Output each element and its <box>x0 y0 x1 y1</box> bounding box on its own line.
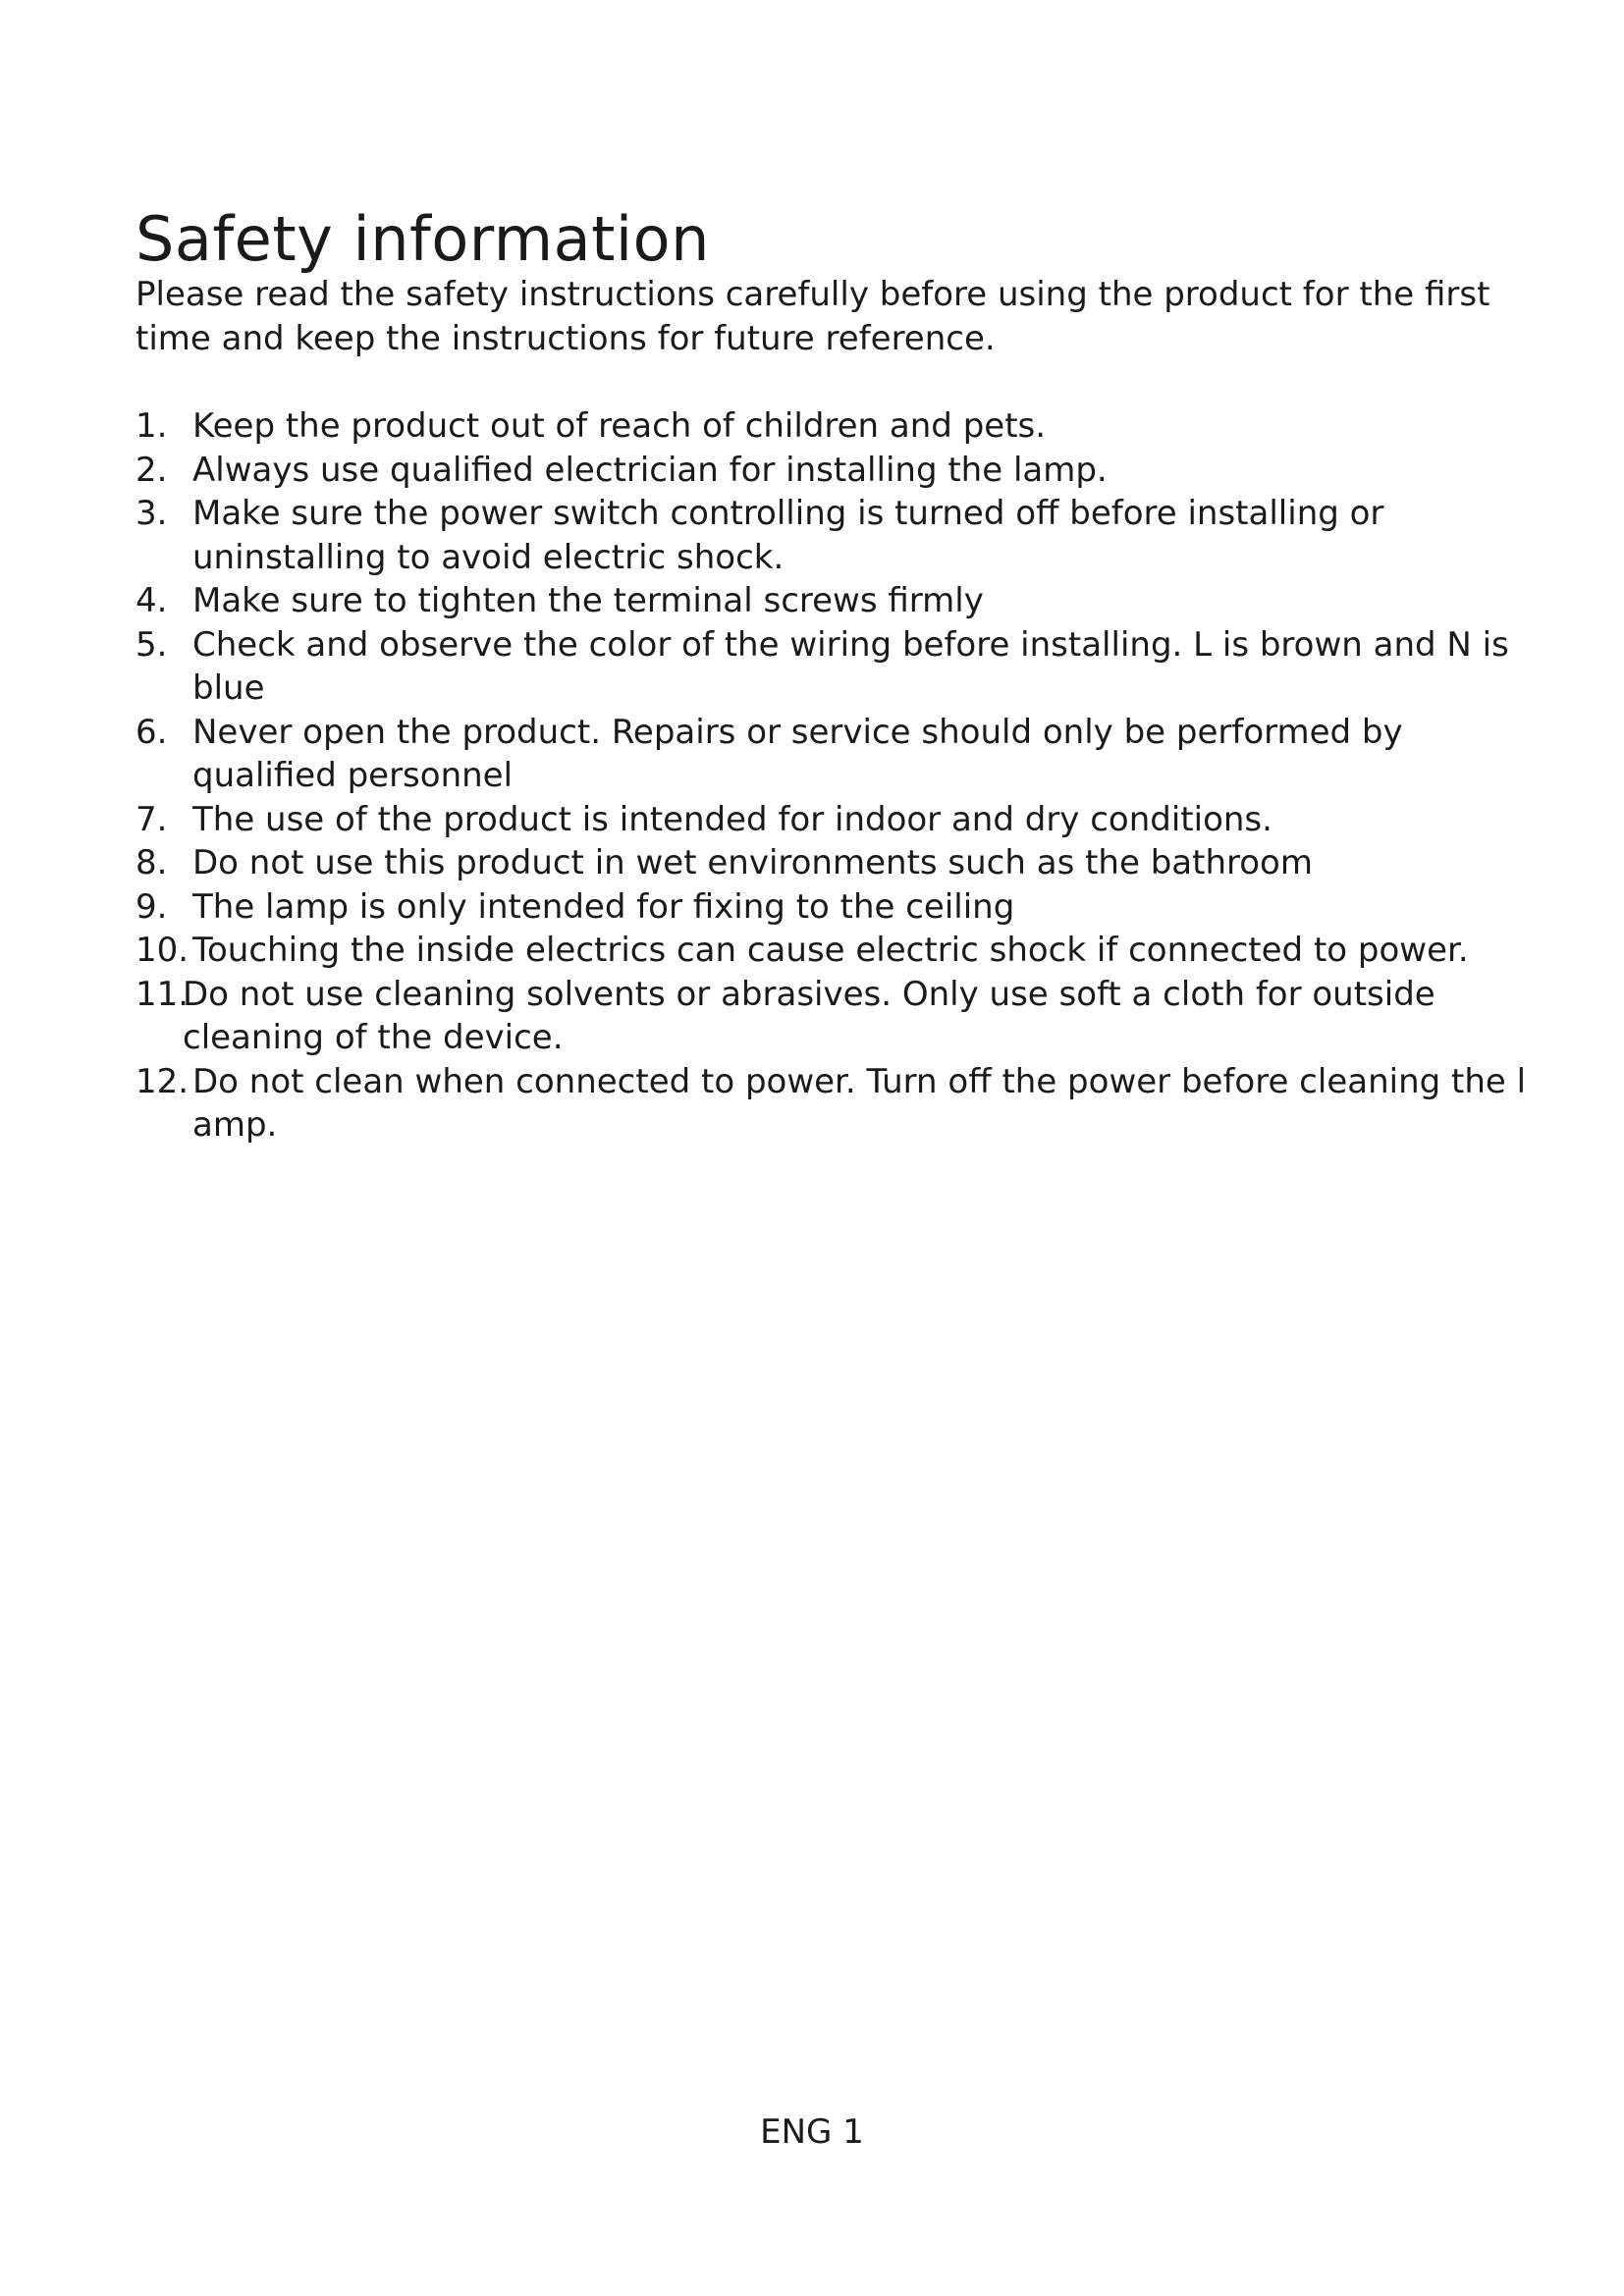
list-item <box>135 885 1549 930</box>
list-item <box>135 492 1549 579</box>
item-number: 4. <box>135 581 168 620</box>
safety-instructions-list <box>135 404 1549 1148</box>
list-item <box>135 579 1549 623</box>
item-number: 10. <box>135 931 189 970</box>
list-item <box>135 1060 1549 1148</box>
page-number-footer: ENG 1 <box>760 2112 864 2152</box>
item-number: 7. <box>135 799 168 839</box>
item-text: Make sure the power switch controlling is turned off before installing or uninstalling to avoid electric shock. <box>192 494 1384 577</box>
item-text: Do not use cleaning solvents or abrasives. Only use soft a cloth for outside cleaning of the device. <box>183 974 1435 1057</box>
item-number: 1. <box>135 406 168 446</box>
list-item <box>135 841 1549 885</box>
list-item <box>135 623 1549 711</box>
item-text: Do not use this product in wet environments such as the bathroom <box>192 843 1313 882</box>
item-text: Always use qualified electrician for installing the lamp. <box>192 450 1108 490</box>
item-number: 6. <box>135 712 168 752</box>
list-item <box>135 929 1549 973</box>
item-text: Touching the inside electrics can cause electric shock if connected to power. <box>192 931 1469 970</box>
item-text: The use of the product is intended for indoor and dry conditions. <box>192 799 1272 839</box>
item-text: The lamp is only intended for fixing to the ceiling <box>192 886 1015 927</box>
list-item <box>135 973 1549 1060</box>
item-number: 12. <box>135 1061 189 1101</box>
intro-paragraph: Please read the safety instructions carefully before using the product for the first time and keep the instructions for future reference. <box>135 275 1490 358</box>
list-item <box>135 449 1549 493</box>
item-text: Make sure to tighten the terminal screws firmly <box>192 581 984 620</box>
item-text: Do not clean when connected to power. Turn off the power before cleaning the l amp. <box>192 1061 1527 1145</box>
item-number: 5. <box>135 624 168 665</box>
item-number: 2. <box>135 450 168 490</box>
item-text: Keep the product out of reach of children and pets. <box>192 406 1047 446</box>
list-item <box>135 798 1549 842</box>
list-item <box>135 711 1549 798</box>
page-title: Safety information <box>135 203 710 275</box>
item-text: Never open the product. Repairs or service should only be performed by qualified personnel <box>192 712 1403 795</box>
list-item <box>135 404 1549 449</box>
item-number: 11. <box>135 974 189 1014</box>
item-number: 3. <box>135 494 168 533</box>
item-number: 9. <box>135 886 168 927</box>
item-number: 8. <box>135 843 168 882</box>
item-text: Check and observe the color of the wiring before installing. L is brown and N is blue <box>192 624 1509 708</box>
